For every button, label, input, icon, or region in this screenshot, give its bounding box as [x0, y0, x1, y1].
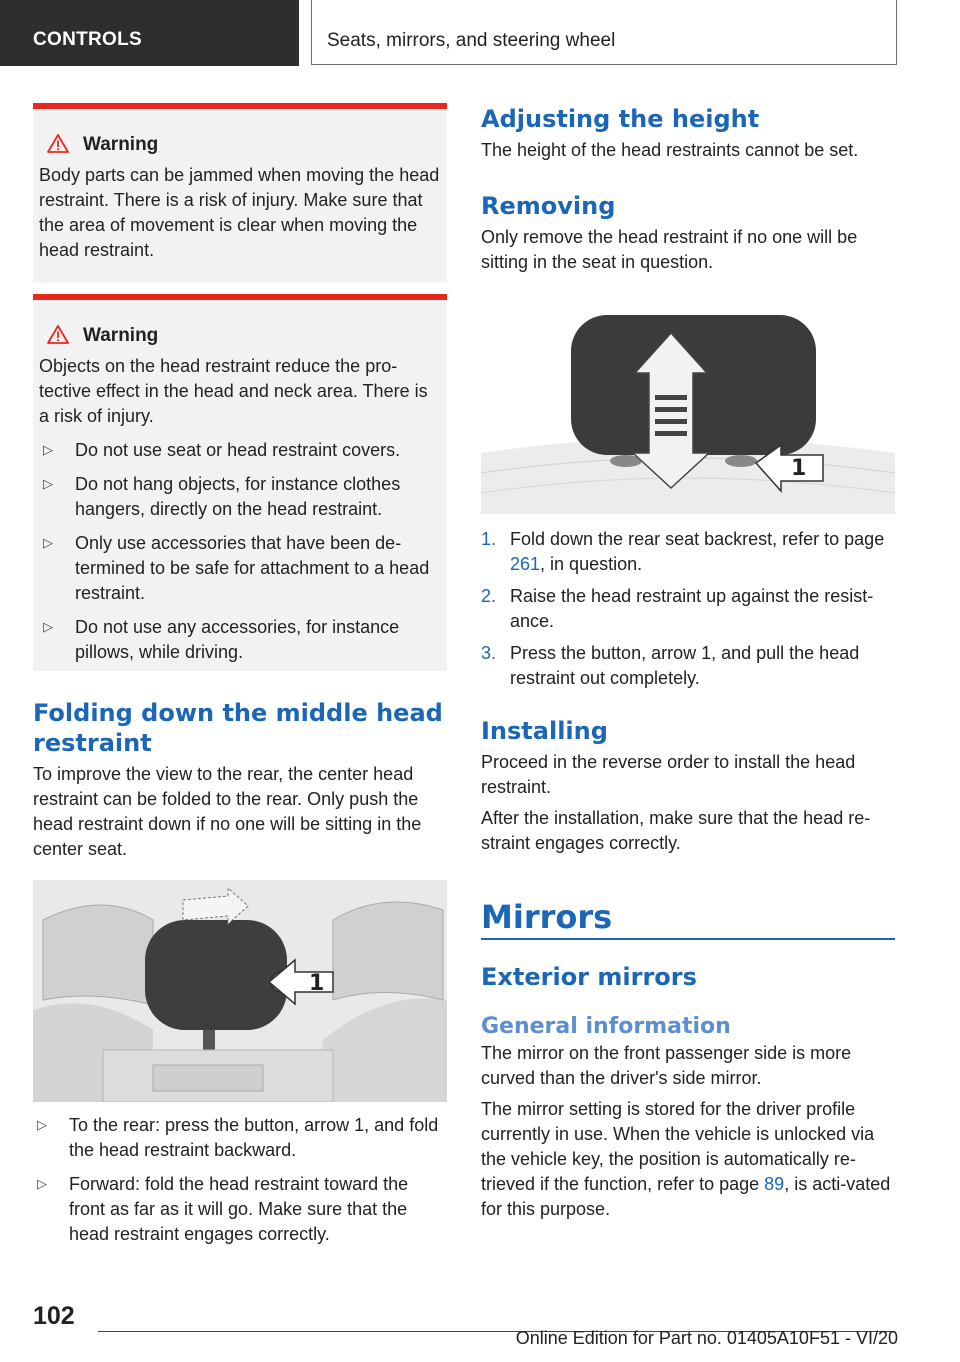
installing-section [481, 716, 895, 856]
removing-head-restraint-image [481, 303, 895, 514]
mirrors-section [481, 896, 895, 1222]
chapter-heading: Mirrors [481, 896, 895, 940]
list-item: 2. Raise the head restraint up against the resist‐ance. [481, 586, 874, 631]
section-heading: Exterior mirrors [481, 963, 697, 991]
warning-text: Body parts can be jammed when moving the head restraint. There is a risk of injury. Make sure that the area of movement is clear when moving the head restraint. [39, 165, 440, 260]
folding-section [33, 698, 447, 862]
removing-section [481, 191, 895, 275]
paragraph: Only remove the head restraint if no one will be sitting in the seat in question. [481, 227, 858, 272]
warning-box-2 [33, 294, 447, 671]
paragraph: After the installation, make sure that the head re‐straint engages correctly. [481, 808, 871, 853]
list-item: 1. Fold down the rear seat backrest, refer to page 261, in question. [481, 529, 885, 574]
paragraph: Proceed in the reverse order to install the head restraint. [481, 752, 856, 797]
list-item: ▷ To the rear: press the button, arrow 1, and fold the head restraint backward. [33, 1113, 447, 1163]
paragraph: The height of the head restraints cannot be set. [481, 140, 859, 160]
chapter-tab [311, 0, 897, 65]
warning-triangle-icon [47, 134, 69, 153]
section-heading: Adjusting the height [481, 105, 760, 133]
warning-title: Warning [39, 324, 441, 348]
warning-list [39, 438, 441, 665]
callout-label: 1 [791, 456, 807, 481]
subsection-heading: General information [481, 1014, 731, 1039]
paragraph: The mirror setting is stored for the driver profile currently in use. When the vehicle is unlocked via the vehicle key, the position is automatically re‐trieved if the function, refer to page 89, is acti‐vated for this purpose. [481, 1099, 891, 1219]
paragraph: The mirror on the front passenger side is more curved than the driver's side mirror. [481, 1043, 852, 1088]
paragraph: To improve the view to the rear, the center head restraint can be folded to the rear. Only push the head restraint down if no one will be sitting in the center seat. [33, 764, 422, 859]
page-link[interactable]: 89 [764, 1174, 785, 1194]
warning-title: Warning [39, 133, 441, 157]
warning-text: Objects on the head restraint reduce the pro‐tective effect in the head and neck area. There is a risk of injury. [39, 356, 428, 426]
list-item: ▷ Only use accessories that have been de‐termined to be safe for attachment to a head restraint. [39, 531, 441, 606]
warning-box-1 [33, 103, 447, 283]
folding-head-restraint-image [33, 880, 447, 1102]
warning-triangle-icon [47, 325, 69, 344]
list-item: 3. Press the button, arrow 1, and pull the head restraint out completely. [481, 643, 860, 688]
list-item: ▷ Do not use seat or head restraint covers. [39, 438, 441, 463]
adjusting-section [481, 104, 895, 163]
callout-label: 1 [309, 971, 325, 996]
list-item: ▷ Do not hang objects, for instance clothes hangers, directly on the head restraint. [39, 472, 441, 522]
page-link[interactable]: 261 [510, 554, 541, 574]
folding-steps [33, 1113, 447, 1256]
section-tab [0, 0, 299, 66]
section-heading: Removing [481, 192, 616, 220]
page-number: 102 [33, 1302, 75, 1330]
section-heading: Folding down the middle head restraint [33, 699, 443, 757]
list-item: ▷ Do not use any accessories, for instance pillows, while driving. [39, 615, 441, 665]
section-heading: Installing [481, 717, 608, 745]
list-item: ▷ Forward: fold the head restraint toward the front as far as it will go. Make sure that the head restraint engages correctly. [33, 1172, 447, 1247]
removing-steps [481, 527, 895, 698]
section-title: CONTROLS [33, 29, 143, 50]
chapter-title: Seats, mirrors, and steering wheel [327, 30, 616, 51]
edition-note: Online Edition for Part no. 01405A10F51 - VI/20 [515, 1328, 898, 1348]
